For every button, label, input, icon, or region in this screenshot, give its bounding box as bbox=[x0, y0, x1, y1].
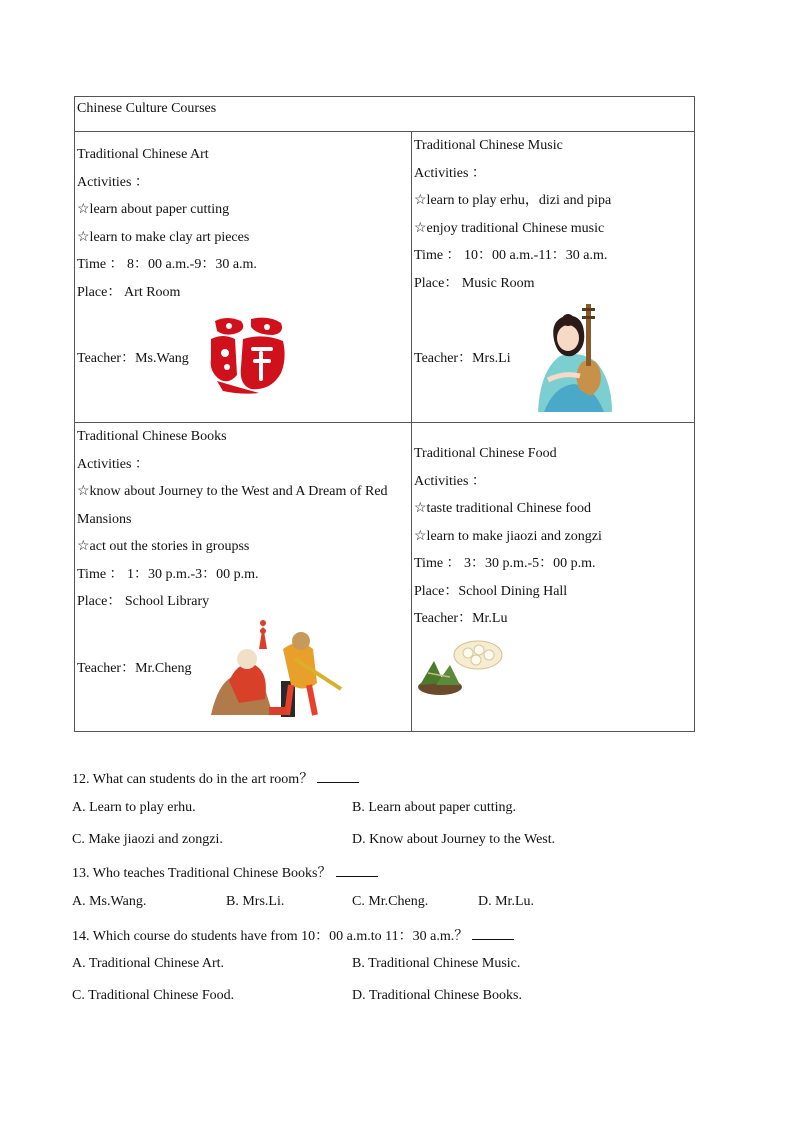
activity-item: ☆know about Journey to the West and A Dream of Red Mansions bbox=[77, 484, 388, 527]
activity-item: ☆taste traditional Chinese food bbox=[414, 501, 592, 516]
course-teacher: Teacher：Ms.Wang bbox=[77, 351, 189, 366]
activity-item: ☆act out the stories in groupss bbox=[77, 539, 250, 554]
option-13-d: D. Mr.Lu. bbox=[478, 894, 534, 909]
course-cell-music bbox=[412, 132, 695, 423]
table-title-cell bbox=[75, 97, 695, 132]
option-14-a: A. Traditional Chinese Art. bbox=[72, 956, 225, 971]
activities-label: Activities ： bbox=[414, 473, 486, 489]
course-cell-food bbox=[412, 423, 695, 732]
option-13-c: C. Mr.Cheng. bbox=[352, 894, 429, 909]
course-name: Traditional Chinese Books bbox=[77, 429, 227, 444]
course-teacher: Teacher：Mr.Lu bbox=[414, 611, 508, 626]
answer-blank[interactable] bbox=[336, 864, 378, 877]
question-stem: 13. Who teaches Traditional Chinese Books？ bbox=[72, 866, 332, 881]
answer-blank[interactable] bbox=[317, 770, 359, 783]
course-name: Traditional Chinese Music bbox=[414, 138, 563, 153]
question-stem: 14. Which course do students have from 10：00 a.m.to 11：30 a.m.？ bbox=[72, 929, 469, 944]
answer-blank[interactable] bbox=[472, 927, 514, 940]
course-time: Time ： 8：00 a.m.-9：30 a.m. bbox=[77, 257, 257, 272]
courses-table bbox=[74, 96, 694, 729]
course-time: Time ： 10：00 a.m.-11：30 a.m. bbox=[414, 248, 608, 263]
question-14 bbox=[72, 925, 514, 945]
course-place: Place： Art Room bbox=[77, 284, 181, 300]
option-14-b: B. Traditional Chinese Music. bbox=[352, 956, 521, 971]
option-13-a: A. Ms.Wang. bbox=[72, 894, 147, 909]
course-time: Time ： 3：30 p.m.-5：00 p.m. bbox=[414, 556, 596, 571]
option-14-d: D. Traditional Chinese Books. bbox=[352, 988, 522, 1003]
option-12-c: C. Make jiaozi and zongzi. bbox=[72, 832, 223, 847]
option-12-b: B. Learn about paper cutting. bbox=[352, 800, 517, 815]
zongzi-dumplings-image bbox=[416, 637, 508, 701]
option-14-c: C. Traditional Chinese Food. bbox=[72, 988, 235, 1003]
option-12-d: D. Know about Journey to the West. bbox=[352, 832, 556, 847]
fu-papercut-image bbox=[207, 315, 289, 395]
question-stem: 12. What can students do in the art room？ bbox=[72, 772, 314, 787]
course-cell-art bbox=[75, 132, 412, 423]
option-12-a: A. Learn to play erhu. bbox=[72, 800, 196, 815]
table-title: Chinese Culture Courses bbox=[77, 101, 217, 116]
option-13-b: B. Mrs.Li. bbox=[226, 894, 285, 909]
course-time: Time ： 1：30 p.m.-3：00 p.m. bbox=[77, 566, 259, 582]
course-name: Traditional Chinese Art bbox=[77, 147, 209, 162]
course-teacher: Teacher：Mrs.Li bbox=[414, 351, 511, 366]
course-cell-books bbox=[75, 423, 412, 732]
pipa-girl-image bbox=[524, 300, 616, 412]
monkey-king-image bbox=[209, 619, 349, 719]
activity-item: ☆learn to make jiaozi and zongzi bbox=[414, 528, 602, 544]
question-13 bbox=[72, 862, 378, 882]
question-12 bbox=[72, 768, 359, 788]
activity-item: ☆enjoy traditional Chinese music bbox=[414, 220, 605, 236]
activities-label: Activities ： bbox=[77, 456, 149, 472]
course-place: Place： School Library bbox=[77, 594, 210, 609]
activity-item: ☆learn about paper cutting bbox=[77, 202, 230, 217]
course-name: Traditional Chinese Food bbox=[414, 446, 557, 461]
course-teacher: Teacher：Mr.Cheng bbox=[77, 661, 192, 676]
activity-item: ☆learn to play erhu，dizi and pipa bbox=[414, 193, 612, 208]
activities-label: Activities ： bbox=[77, 174, 149, 190]
course-place: Place： Music Room bbox=[414, 275, 535, 291]
activity-item: ☆learn to make clay art pieces bbox=[77, 229, 250, 245]
course-place: Place：School Dining Hall bbox=[414, 583, 568, 599]
activities-label: Activities ： bbox=[414, 165, 486, 181]
